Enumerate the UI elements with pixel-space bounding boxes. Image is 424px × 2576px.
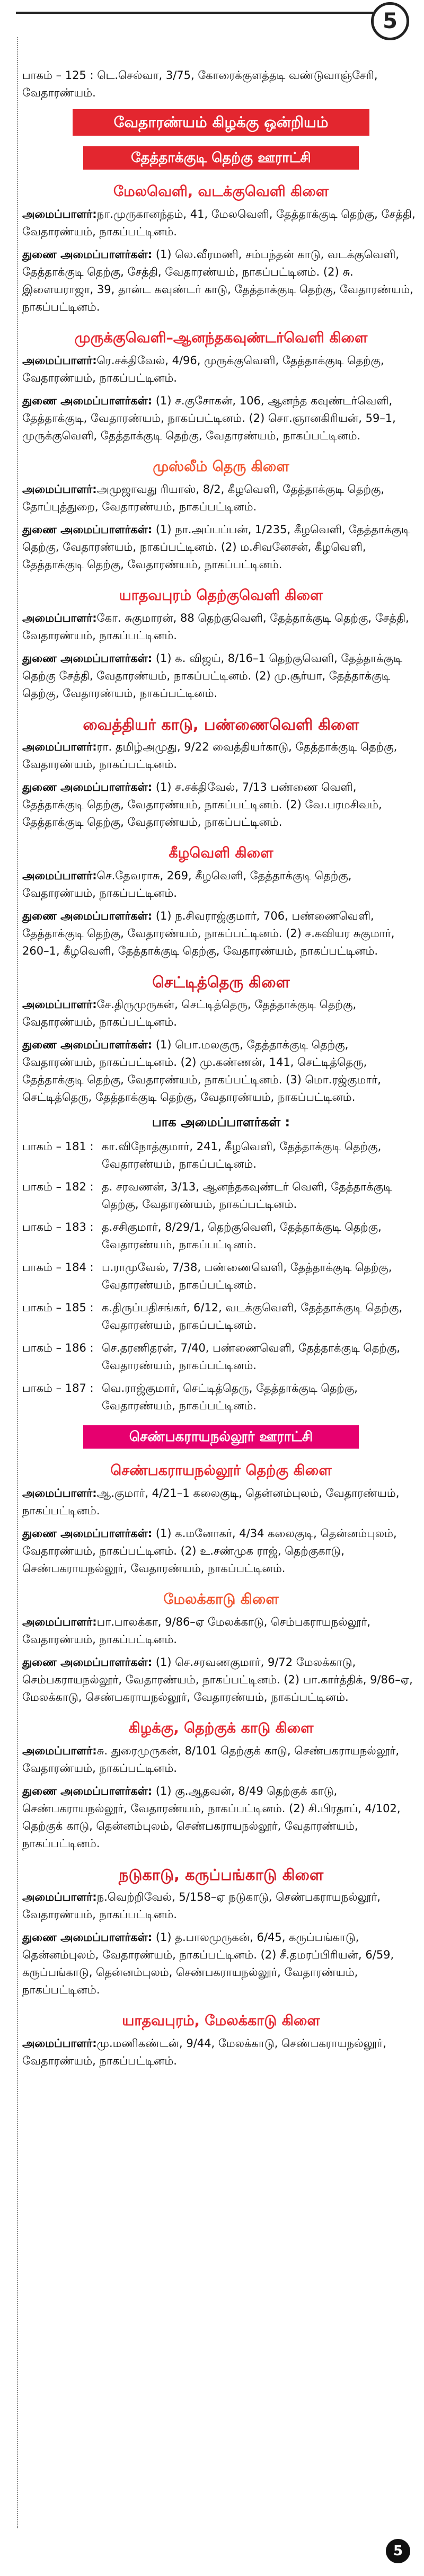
paagam-number: பாகம் – 184 : [22,1261,94,1274]
role-label: துணை அமைப்பாளர்கள்: [22,1038,153,1051]
role-label: அமைப்பாளர்: [22,740,97,753]
paagam-number: பாகம் – 186 : [22,1342,94,1354]
role-label: துணை அமைப்பாளர்கள்: [22,1527,153,1540]
paagam-text: கா.விநோத்குமார், 241, கீழவெளி, தேத்தாக்குடி தெற்கு, வேதாரண்யம், நாகப்பட்டினம். [102,1140,382,1170]
role-text: (1) கு.ஆதவன், 8/49 தெற்குக் காடு, செண்பகராயநல்லூர், வேதாரண்யம், நாகப்பட்டினம். (2) சி.பிரதாப், 4/102, தெற்குக் காடு, தென்னம்புலம், செண்பகராயநல்லூர், வேதாரண்யம், நாகப்பட்டினம். [22,1785,401,1850]
branch-para [22,996,420,1031]
page-number-badge: 5 [371,2,409,40]
article-column [22,64,420,2075]
paagam-row [22,1138,420,1173]
section-title: செண்பகராயநல்லூர் ஊராட்சி [83,1425,359,1449]
branch-para [22,867,420,902]
role-label: துணை அமைப்பாளர்கள்: [22,248,153,261]
branch-para [22,392,420,445]
branch-para [22,1742,420,1777]
paagam-row [22,1299,420,1334]
role-label: துணை அமைப்பாளர்கள்: [22,394,153,407]
role-label: அமைப்பாளர்: [22,869,97,882]
main-title: வேதாரண்யம் கிழக்கு ஒன்றியம் [73,109,369,136]
branch-para [22,481,420,516]
role-text: (1) ந.சிவராஜ்குமார், 706, பண்ணைவெளி, தேத்தாக்குடி தெற்கு, வேதாரண்யம், நாகப்பட்டினம். (2) ச.கவியர சுகுமார், 260–1, கீழவெளி, தேத்தாக்குடி தெற்கு, வேதாரண்யம், நாகப்பட்டினம். [22,910,395,957]
paagam-number: பாகம் – 187 : [22,1382,94,1395]
branch-title: மேலக்காடு கிளை [163,1591,279,1608]
role-label: அமைப்பாளர்: [22,1616,97,1628]
paagam-text: ப.ராமுவேல், 7/38, பண்ணைவெளி, தேத்தாக்குடி தெற்கு, வேதாரண்யம், நாகப்பட்டினம். [102,1261,392,1291]
role-label: அமைப்பாளர்: [22,1487,97,1499]
paagam-row [22,1178,420,1213]
role-text: (1) த.பாலமுருகன், 6/45, கருப்பங்காடு, தென்னம்புலம், வேதாரண்யம், நாகப்பட்டினம். (2) சீ.தமரப்பிரியன், 6/59, கருப்பங்காடு, தென்னம்புலம், செண்பகராயநல்லூர், வேதாரண்யம், நாகப்பட்டினம். [22,1931,394,1996]
role-text: பா.பாலக்கா, 9/86–ஏ மேலக்காடு, செம்பகராயநல்லூர், வேதாரண்யம், நாகப்பட்டினம். [22,1616,371,1646]
paagam-heading: பாக அமைப்பாளர்கள் : [152,1115,290,1130]
role-text: மு.மணிகண்டன், 9/44, மேலக்காடு, செண்பகராயநல்லூர், வேதாரண்யம், நாகப்பட்டினம். [22,2037,386,2067]
role-label: அமைப்பாளர்: [22,208,97,220]
role-text: ரா. தமிழ்அமுது, 9/22 வைத்தியர்காடு, தேத்தாக்குடி தெற்கு, வேதாரண்யம், நாகப்பட்டினம். [22,740,398,771]
header-rule [16,12,374,14]
role-text: ந.வெற்றிவேல், 5/158–ஏ நடுகாடு, செண்பகராயநல்லூர், வேதாரண்யம், நாகப்பட்டினம். [22,1891,381,1921]
paagam-row [22,1339,420,1374]
branch-para [22,2035,420,2070]
branch-para [22,521,420,574]
paagam-text: த. சரவணன், 3/13, ஆனந்தகவுண்டர் வெளி, தேத்தாக்குடி தெற்கு, வேதாரண்யம், நாகப்பட்டினம். [102,1180,392,1211]
paagam-text: க.திருப்பதிசங்கர், 6/12, வடக்குவெளி, தேத்தாக்குடி தெற்கு, வேதாரண்யம், நாகப்பட்டினம். [102,1301,403,1331]
role-text: (1) லெ.வீரமணி, சம்பந்தன் காடு, வடக்குவெளி, தேத்தாக்குடி தெற்கு, சேத்தி, வேதாரண்யம், நாகப்பட்டினம். (2) சு. இளையராஜா, 39, தான்ட கவுண்டர் காடு, தேத்தாக்குடி தெற்கு, வேதாரண்யம், நாகப்பட்டினம். [22,248,413,313]
role-label: அமைப்பாளர்: [22,1744,97,1757]
branch-para [22,1929,420,1999]
branch-title: முஸ்லீம் தெரு கிளை [153,458,289,475]
role-text: (1) ச.சக்திவேல், 7/13 பண்ணை வெளி, தேத்தாக்குடி தெற்கு, வேதாரண்யம், நாகப்பட்டினம். (2) வே.பரமசிவம், தேத்தாக்குடி தெற்கு, வேதாரண்யம், நாகப்பட்டினம். [22,781,382,828]
branch-title: மேலவெளி, வடக்குவெளி கிளை [113,183,329,200]
role-text: செ.தேவராசு, 269, கீழவெளி, தேத்தாக்குடி தெற்கு, வேதாரண்யம், நாகப்பட்டினம். [22,869,352,899]
paagam-number: பாகம் – 185 : [22,1301,94,1314]
branch-title: வைத்தியர் காடு, பண்ணைவெளி கிளை [83,716,359,734]
role-text: ஆ.குமார், 4/21–1 கலைகுடி, தென்னம்புலம், வேதாரண்யம், நாகப்பட்டினம். [22,1487,400,1517]
paagam-number: பாகம் – 181 : [22,1140,94,1153]
role-text: கோ. சுகுமாரன், 88 தெற்குவெளி, தேத்தாக்குடி தெற்கு, சேத்தி, வேதாரண்யம், நாகப்பட்டினம். [22,612,409,642]
paagam-number: பாகம் – 183 : [22,1221,94,1233]
branch-title: யாதவபுரம், மேலக்காடு கிளை [122,2013,320,2029]
role-label: அமைப்பாளர்: [22,612,97,624]
role-text: (1) ச.குசோகன், 106, ஆனந்த கவுண்டர்வெளி, தேத்தாக்குடி, வேதாரண்யம், நாகப்பட்டினம். (2) சொ.ஞானகிரியன், 59–1, முருக்குவெளி, தேத்தாக்குடி தெற்கு, வேதாரண்யம், நாகப்பட்டினம். [22,394,396,442]
branch-title: செண்பகராயநல்லூர் தெற்கு கிளை [110,1462,332,1479]
paagam-text: வெ.ராஜ்குமார், செட்டித்தெரு, தேத்தாக்குடி தெற்கு, வேதாரண்யம், நாகப்பட்டினம். [102,1382,358,1412]
branch-para [22,1783,420,1852]
branch-title: முருக்குவெளி–ஆனந்தகவுண்டர்வெளி கிளை [74,330,368,346]
role-text: ரெ.சக்திவேல், 4/96, முருக்குவெளி, தேத்தாக்குடி தெற்கு, வேதாரண்யம், நாகப்பட்டினம். [22,354,384,384]
role-label: துணை அமைப்பாளர்கள்: [22,910,153,922]
branch-para [22,1485,420,1520]
branch-title: செட்டித்தெரு கிளை [152,973,290,991]
section-title: தேத்தாக்குடி தெற்கு ஊராட்சி [83,146,359,170]
role-text: சு. துரைமுருகன், 8/101 தெற்குக் காடு, செண்பகராயநல்லூர், வேதாரண்யம், நாகப்பட்டினம். [22,1744,400,1775]
branch-title: நடுகாடு, கருப்பங்காடு கிளை [118,1866,324,1884]
role-text: (1) செ.சரவணகுமார், 9/72 மேலக்காடு, செம்பகராயநல்லூர், வேதாரண்யம், நாகப்பட்டினம். (2) பா.கார்த்திக், 9/86–ஏ, மேலக்காடு, செண்பகராயநல்லூர், வேதாரண்யம், நாகப்பட்டினம். [22,1656,413,1704]
branch-para [22,206,420,241]
page-number-footer: 5 [386,2539,410,2563]
role-text: நா.முருகானந்தம், 41, மேலவெளி, தேத்தாக்குடி தெற்கு, சேத்தி, வேதாரண்யம், நாகப்பட்டினம். [22,208,416,238]
paagam-row [22,1380,420,1415]
role-label: அமைப்பாளர்: [22,1891,97,1903]
role-text: அமுஜாவது ரியாஸ், 8/2, கீழவெளி, தேத்தாக்குடி தெற்கு, தோப்புத்துறை, வேதாரண்யம், நாகப்பட்டினம். [22,483,385,513]
page-header [0,0,424,37]
branch-para [22,738,420,773]
branch-para [22,610,420,645]
role-text: (1) பொ.மலகுரு, தேத்தாக்குடி தெற்கு, வேதாரண்யம், நாகப்பட்டினம். (2) மு.கண்ணன், 141, செட்டித்தெரு, தேத்தாக்குடி தெற்கு, வேதாரண்யம், நாகப்பட்டினம். (3) மொ.ரஜ்குமார், செட்டித்தெரு, தேத்தாக்குடி தெற்கு, வேதாரண்யம், நாகப்பட்டினம். [22,1038,381,1104]
branch-para [22,779,420,831]
role-label: அமைப்பாளர்: [22,2037,97,2050]
branch-title: கிழக்கு, தெற்குக் காடு கிளை [128,1720,314,1736]
top-entry: பாகம் – 125 : டெ.செல்வா, 3/75, கோரைக்குளத்தடி வண்டுவாஞ்சேரி, வேதாரண்யம். [22,69,378,99]
branch-title: கீழவெளி கிளை [169,845,273,861]
role-label: துணை அமைப்பாளர்கள்: [22,781,153,793]
branch-para [22,1525,420,1577]
branch-para [22,1036,420,1106]
role-text: (1) க. விஜய், 8/16–1 தெற்குவெளி, தேத்தாக்குடி தெற்கு சேத்தி, வேதாரண்யம், நாகப்பட்டினம். (2) மு.சூர்யா, தேத்தாக்குடி தெற்கு, வேதாரண்யம், நாகப்பட்டினம். [22,652,402,700]
branch-para [22,1654,420,1706]
role-label: துணை அமைப்பாளர்கள்: [22,523,153,536]
role-text: (1) க.மனோகர், 4/34 கலைகுடி, தென்னம்புலம், வேதாரண்யம், நாகப்பட்டினம். (2) உ.சண்முக ராஜ், தெற்குகாடு, செண்பகராயநல்லூர், வேதாரண்யம், நாகப்பட்டினம். [22,1527,397,1575]
role-label: அமைப்பாளர்: [22,483,97,496]
paagam-row [22,1259,420,1294]
role-label: துணை அமைப்பாளர்கள்: [22,1931,153,1944]
left-column-margin [0,37,18,2528]
role-text: சே.திருமுருகன், செட்டித்தெரு, தேத்தாக்குடி தெற்கு, வேதாரண்யம், நாகப்பட்டினம். [22,998,357,1028]
branch-para [22,1613,420,1648]
branch-para [22,650,420,702]
paagam-number: பாகம் – 182 : [22,1180,94,1193]
branch-para [22,246,420,316]
branch-para [22,1889,420,1924]
role-text: (1) நா.அப்பப்பன், 1/235, கீழவெளி, தேத்தாக்குடி தெற்கு, வேதாரண்யம், நாகப்பட்டினம். (2) ம.சிவனேசன், கீழவெளி, தேத்தாக்குடி தெற்கு, வேதாரண்யம், நாகப்பட்டினம். [22,523,410,571]
paagam-text: த.சசிகுமார், 8/29/1, தெற்குவெளி, தேத்தாக்குடி தெற்கு, வேதாரண்யம், நாகப்பட்டினம். [102,1221,382,1251]
role-label: அமைப்பாளர்: [22,998,97,1011]
paagam-row [22,1219,420,1254]
role-label: துணை அமைப்பாளர்கள்: [22,1656,153,1669]
role-label: அமைப்பாளர்: [22,354,97,367]
role-label: துணை அமைப்பாளர்கள்: [22,652,153,665]
paagam-text: செ.தரணிதரன், 7/40, பண்ணைவெளி, தேத்தாக்குடி தெற்கு, வேதாரண்யம், நாகப்பட்டினம். [102,1342,400,1372]
role-label: துணை அமைப்பாளர்கள்: [22,1785,153,1797]
branch-title: யாதவபுரம் தெற்குவெளி கிளை [119,587,323,604]
branch-para [22,907,420,960]
branch-para [22,352,420,387]
